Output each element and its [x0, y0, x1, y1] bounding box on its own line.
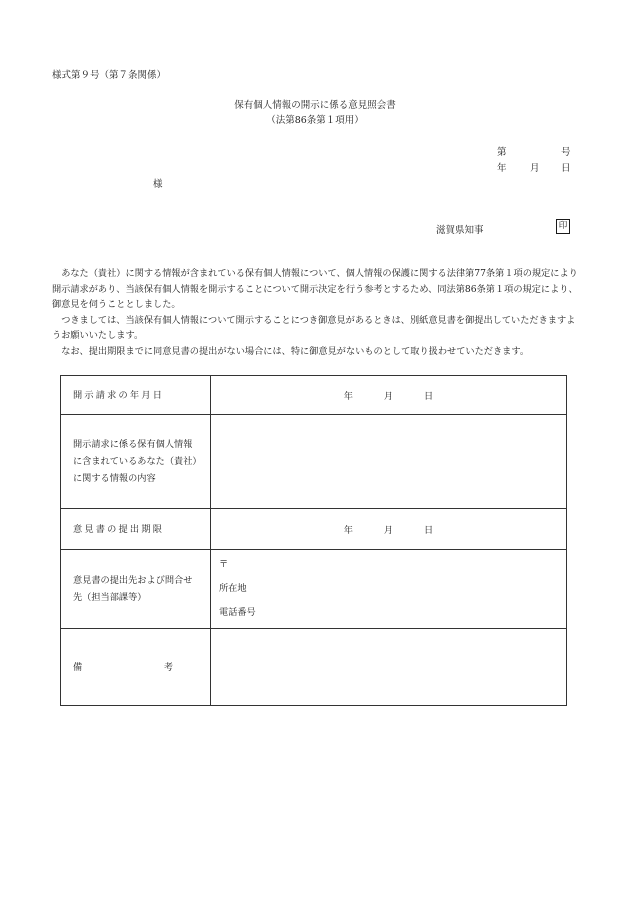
reference-go: 号 — [561, 147, 571, 158]
remarks-label-a: 備 — [73, 661, 83, 673]
contact-label: 意見書の提出先および問合せ先（担当部課等） — [61, 550, 211, 629]
inquiry-table — [60, 375, 567, 706]
remarks-value — [211, 629, 567, 706]
remarks-label-b: 考 — [163, 661, 173, 673]
document-subtitle: （法第86条第１項用） — [266, 115, 364, 126]
phone-label: 電話番号 — [219, 607, 256, 618]
date-month: 月 — [530, 163, 540, 174]
request-date-value — [211, 376, 567, 415]
info-content-value — [211, 415, 567, 509]
date-day: 日 — [561, 163, 571, 174]
contact-value — [211, 550, 567, 629]
document-title: 保有個人情報の開示に係る意見照会書 — [234, 100, 396, 111]
deadline-day: 日 — [424, 525, 434, 536]
table-row-contact — [61, 550, 567, 629]
deadline-year: 年 — [343, 525, 353, 536]
table-row-info-content — [61, 415, 567, 509]
info-content-label: 開示請求に係る保有個人情報に含まれているあなた（貴社）に関する情報の内容 — [61, 415, 211, 509]
seal-stamp: 印 — [556, 219, 570, 234]
request-date-label: 開示請求の年月日 — [61, 376, 211, 415]
body-paragraph-3: なお、提出期限までに同意見書の提出がない場合には、特に御意見がないものとして取り扱わせていただきます。 — [61, 345, 530, 357]
table-row-request-date — [61, 376, 567, 415]
request-date-month: 月 — [383, 391, 394, 402]
reference-dai: 第 — [497, 147, 507, 158]
sender-name: 滋賀県知事 — [436, 225, 484, 236]
body-paragraph-2: つきましては、当該保有個人情報について開示することにつき御意見があるときは、別紙意見書を御提出していただきますようお願いいたします。 — [52, 314, 576, 342]
address-label: 所在地 — [219, 583, 247, 594]
request-date-day: 日 — [424, 391, 434, 402]
document-title-block — [0, 98, 630, 128]
deadline-value — [211, 509, 567, 550]
date-year: 年 — [497, 163, 507, 174]
table-row-remarks — [61, 629, 567, 706]
body-paragraph-1: あなた（貴社）に関する情報が含まれている保有個人情報について、個人情報の保護に関する法律第77条第１項の規定により開示請求があり、当該保有個人情報を開示することについて開示決定を行う参考とするため、同法第86条第１項の規定により、御意見を伺うこととしました。 — [52, 268, 578, 311]
postal-mark: 〒 — [219, 559, 229, 570]
remarks-label — [61, 629, 211, 706]
table-row-deadline — [61, 509, 567, 550]
deadline-label: 意見書の提出期限 — [61, 509, 211, 550]
form-number: 様式第９号（第７条関係） — [52, 70, 167, 81]
request-date-year: 年 — [343, 391, 353, 402]
body-text — [52, 266, 582, 360]
deadline-month: 月 — [383, 525, 394, 536]
addressee-honorific: 様 — [153, 179, 163, 190]
